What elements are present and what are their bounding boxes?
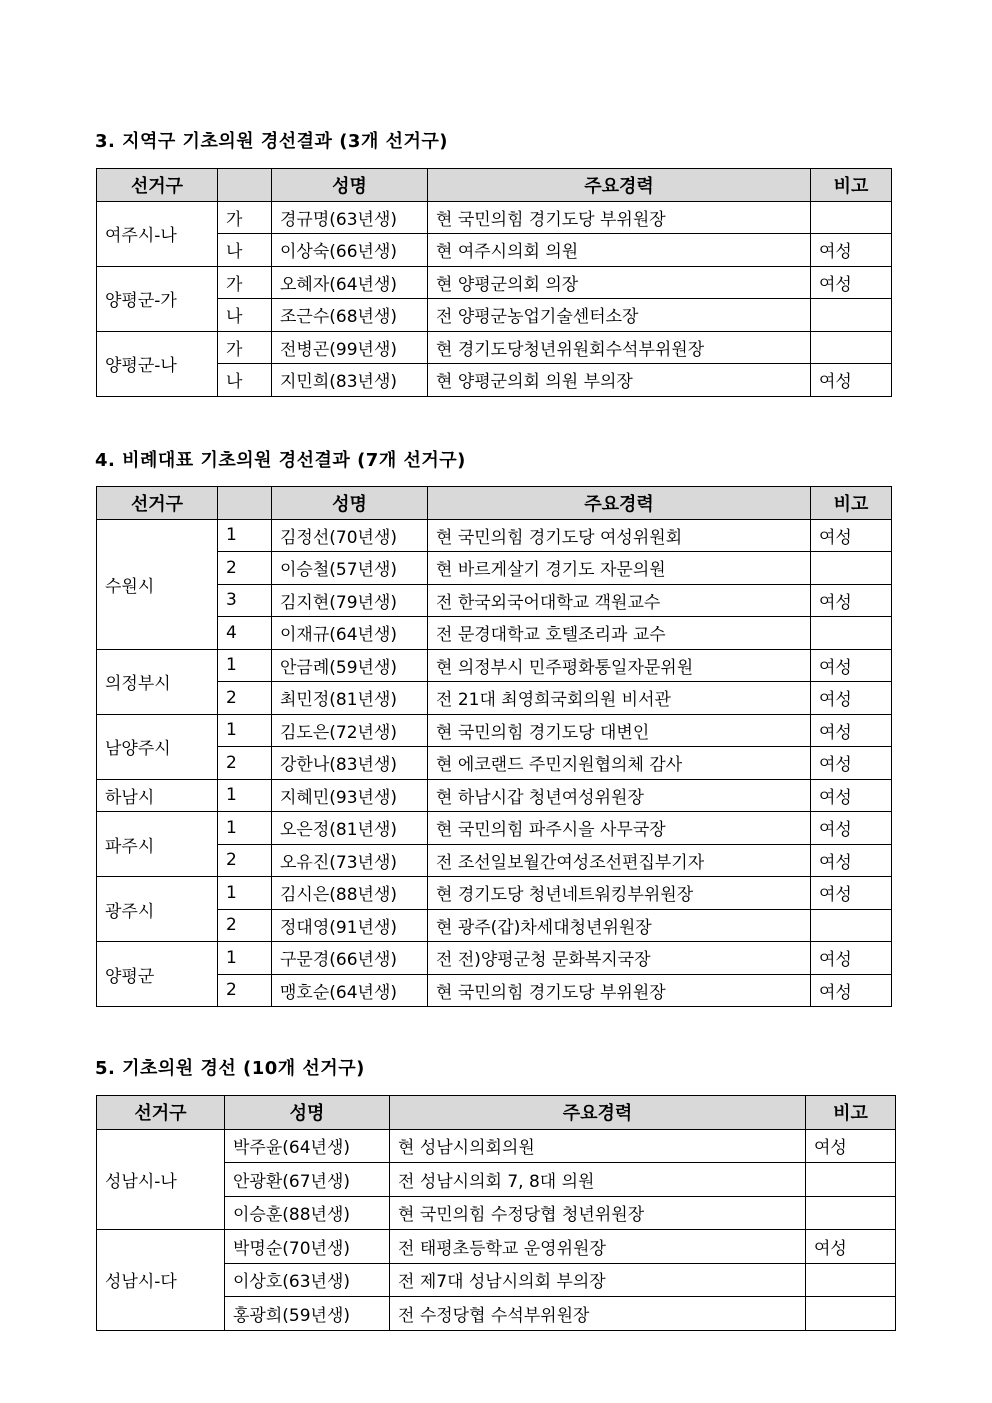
number-cell: 가 — [218, 201, 272, 234]
district-cell: 성남시-나 — [97, 1129, 225, 1230]
name-cell: 정대영(91년생) — [272, 909, 428, 942]
header-district: 선거구 — [97, 1096, 225, 1130]
number-cell: 1 — [218, 877, 272, 910]
career-cell: 전 문경대학교 호텔조리과 교수 — [428, 617, 811, 650]
career-cell: 전 제7대 성남시의회 부의장 — [390, 1263, 806, 1297]
name-cell: 이승철(57년생) — [272, 552, 428, 585]
section-5-table — [96, 1095, 896, 1331]
table-row — [97, 201, 892, 234]
career-cell: 현 경기도당청년위원회수석부위원장 — [428, 331, 811, 364]
header-name: 성명 — [272, 487, 428, 520]
note-cell — [806, 1263, 896, 1297]
note-cell: 여성 — [811, 747, 892, 780]
header-number — [218, 169, 272, 202]
header-note: 비고 — [811, 487, 892, 520]
note-cell — [811, 617, 892, 650]
section-3-title: 3. 지역구 기초의원 경선결과 (3개 선거구) — [95, 131, 448, 152]
name-cell: 지민희(83년생) — [272, 364, 428, 397]
career-cell: 현 양평군의회 의장 — [428, 266, 811, 299]
table-row — [97, 877, 892, 910]
name-cell: 박주윤(64년생) — [225, 1129, 390, 1163]
number-cell: 1 — [218, 779, 272, 812]
table-row — [97, 714, 892, 747]
header-district: 선거구 — [97, 169, 218, 202]
career-cell: 전 태평초등학교 운영위원장 — [390, 1230, 806, 1264]
table-row — [97, 942, 892, 975]
table-row — [97, 266, 892, 299]
table-row — [97, 519, 892, 552]
name-cell: 김지현(79년생) — [272, 584, 428, 617]
career-cell: 현 경기도당 청년네트워킹부위원장 — [428, 877, 811, 910]
name-cell: 맹호순(64년생) — [272, 974, 428, 1007]
note-cell — [806, 1163, 896, 1197]
district-cell: 광주시 — [97, 877, 218, 942]
career-cell: 현 의정부시 민주평화통일자문위원 — [428, 649, 811, 682]
career-cell: 전 조선일보월간여성조선편집부기자 — [428, 844, 811, 877]
number-cell: 나 — [218, 299, 272, 332]
career-cell: 현 바르게살기 경기도 자문의원 — [428, 552, 811, 585]
header-name: 성명 — [272, 169, 428, 202]
table-header-row — [97, 1096, 896, 1130]
note-cell — [811, 299, 892, 332]
name-cell: 오은정(81년생) — [272, 812, 428, 845]
career-cell: 현 양평군의회 의원 부의장 — [428, 364, 811, 397]
career-cell: 전 성남시의회 7, 8대 의원 — [390, 1163, 806, 1197]
name-cell: 박명순(70년생) — [225, 1230, 390, 1264]
table-row — [97, 779, 892, 812]
table-row — [97, 649, 892, 682]
header-career: 주요경력 — [428, 487, 811, 520]
note-cell: 여성 — [811, 812, 892, 845]
career-cell: 전 21대 최영희국회의원 비서관 — [428, 682, 811, 715]
section-4-table — [96, 486, 892, 1007]
career-cell: 전 한국외국어대학교 객원교수 — [428, 584, 811, 617]
name-cell: 안금례(59년생) — [272, 649, 428, 682]
note-cell: 여성 — [811, 584, 892, 617]
note-cell: 여성 — [811, 779, 892, 812]
number-cell: 2 — [218, 974, 272, 1007]
name-cell: 홍광희(59년생) — [225, 1297, 390, 1331]
note-cell — [811, 201, 892, 234]
name-cell: 조근수(68년생) — [272, 299, 428, 332]
header-note: 비고 — [806, 1096, 896, 1130]
name-cell: 이상숙(66년생) — [272, 234, 428, 267]
number-cell: 가 — [218, 331, 272, 364]
table-header-row — [97, 487, 892, 520]
name-cell: 안광환(67년생) — [225, 1163, 390, 1197]
name-cell: 이재규(64년생) — [272, 617, 428, 650]
name-cell: 이상호(63년생) — [225, 1263, 390, 1297]
note-cell: 여성 — [806, 1230, 896, 1264]
number-cell: 3 — [218, 584, 272, 617]
name-cell: 강한나(83년생) — [272, 747, 428, 780]
table-header-row — [97, 169, 892, 202]
note-cell — [811, 331, 892, 364]
header-name: 성명 — [225, 1096, 390, 1130]
career-cell: 현 하남시갑 청년여성위원장 — [428, 779, 811, 812]
header-district: 선거구 — [97, 487, 218, 520]
table-row — [97, 331, 892, 364]
number-cell: 1 — [218, 942, 272, 975]
number-cell: 나 — [218, 364, 272, 397]
note-cell: 여성 — [811, 877, 892, 910]
note-cell — [806, 1196, 896, 1230]
note-cell: 여성 — [811, 266, 892, 299]
number-cell: 2 — [218, 844, 272, 877]
table-row — [97, 812, 892, 845]
note-cell: 여성 — [811, 682, 892, 715]
career-cell: 현 국민의힘 경기도당 대변인 — [428, 714, 811, 747]
name-cell: 최민정(81년생) — [272, 682, 428, 715]
note-cell: 여성 — [811, 974, 892, 1007]
note-cell: 여성 — [811, 364, 892, 397]
note-cell: 여성 — [811, 519, 892, 552]
district-cell: 남양주시 — [97, 714, 218, 779]
note-cell: 여성 — [811, 714, 892, 747]
note-cell: 여성 — [806, 1129, 896, 1163]
name-cell: 전병곤(99년생) — [272, 331, 428, 364]
number-cell: 1 — [218, 649, 272, 682]
note-cell: 여성 — [811, 942, 892, 975]
note-cell: 여성 — [811, 844, 892, 877]
name-cell: 오유진(73년생) — [272, 844, 428, 877]
number-cell: 4 — [218, 617, 272, 650]
header-number — [218, 487, 272, 520]
note-cell: 여성 — [811, 649, 892, 682]
number-cell: 2 — [218, 747, 272, 780]
name-cell: 김시은(88년생) — [272, 877, 428, 910]
career-cell: 현 국민의힘 경기도당 여성위원회 — [428, 519, 811, 552]
name-cell: 구문경(66년생) — [272, 942, 428, 975]
number-cell: 1 — [218, 812, 272, 845]
district-cell: 양평군-나 — [97, 331, 218, 396]
section-4-title: 4. 비례대표 기초의원 경선결과 (7개 선거구) — [95, 450, 466, 471]
career-cell: 현 광주(갑)차세대청년위원장 — [428, 909, 811, 942]
note-cell: 여성 — [811, 234, 892, 267]
name-cell: 김정선(70년생) — [272, 519, 428, 552]
career-cell: 현 국민의힘 경기도당 부위원장 — [428, 974, 811, 1007]
district-cell: 파주시 — [97, 812, 218, 877]
table-row — [97, 1230, 896, 1264]
career-cell: 전 수정당협 수석부위원장 — [390, 1297, 806, 1331]
district-cell: 수원시 — [97, 519, 218, 649]
district-cell: 양평군 — [97, 942, 218, 1007]
number-cell: 2 — [218, 552, 272, 585]
number-cell: 1 — [218, 714, 272, 747]
career-cell: 전 전)양평군청 문화복지국장 — [428, 942, 811, 975]
career-cell: 전 양평군농업기술센터소장 — [428, 299, 811, 332]
note-cell — [811, 909, 892, 942]
career-cell: 현 여주시의회 의원 — [428, 234, 811, 267]
career-cell: 현 에코랜드 주민지원협의체 감사 — [428, 747, 811, 780]
career-cell: 현 국민의힘 경기도당 부위원장 — [428, 201, 811, 234]
name-cell: 김도은(72년생) — [272, 714, 428, 747]
number-cell: 나 — [218, 234, 272, 267]
header-career: 주요경력 — [390, 1096, 806, 1130]
header-career: 주요경력 — [428, 169, 811, 202]
table-row — [97, 1129, 896, 1163]
district-cell: 의정부시 — [97, 649, 218, 714]
number-cell: 2 — [218, 682, 272, 715]
career-cell: 현 국민의힘 수정당협 청년위원장 — [390, 1196, 806, 1230]
note-cell — [811, 552, 892, 585]
number-cell: 2 — [218, 909, 272, 942]
name-cell: 지혜민(93년생) — [272, 779, 428, 812]
name-cell: 경규명(63년생) — [272, 201, 428, 234]
section-3-table — [96, 168, 892, 397]
number-cell: 가 — [218, 266, 272, 299]
district-cell: 여주시-나 — [97, 201, 218, 266]
district-cell: 하남시 — [97, 779, 218, 812]
number-cell: 1 — [218, 519, 272, 552]
note-cell — [806, 1297, 896, 1331]
header-note: 비고 — [811, 169, 892, 202]
name-cell: 이승훈(88년생) — [225, 1196, 390, 1230]
name-cell: 오혜자(64년생) — [272, 266, 428, 299]
career-cell: 현 국민의힘 파주시을 사무국장 — [428, 812, 811, 845]
district-cell: 성남시-다 — [97, 1230, 225, 1331]
section-5-title: 5. 기초의원 경선 (10개 선거구) — [95, 1058, 365, 1079]
district-cell: 양평군-가 — [97, 266, 218, 331]
career-cell: 현 성남시의회의원 — [390, 1129, 806, 1163]
